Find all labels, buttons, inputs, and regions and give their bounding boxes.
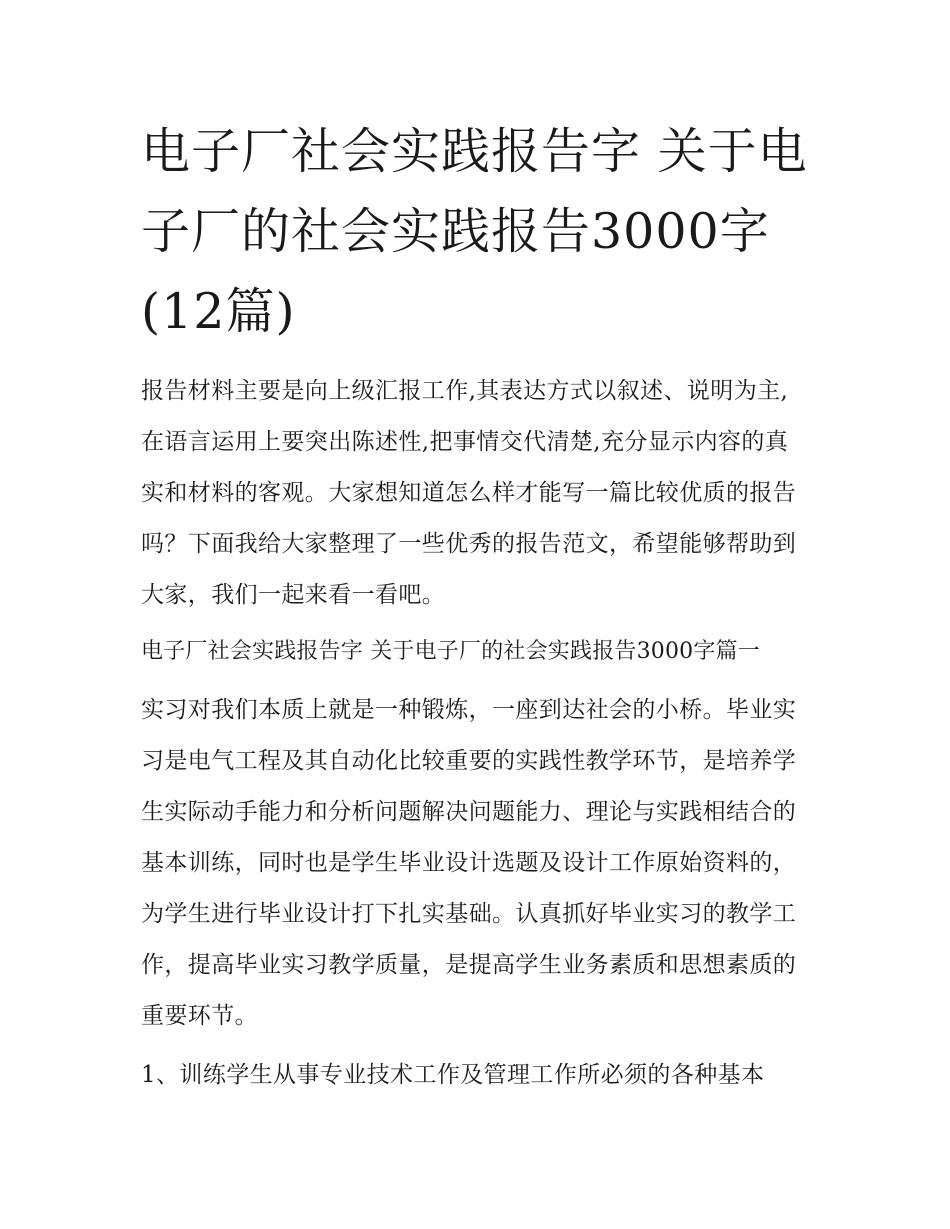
body-paragraph-2: 1、训练学生从事专业技术工作及管理工作所必须的各种基本 (141, 1062, 765, 1088)
document-page (141, 112, 811, 1101)
spacer (141, 1042, 811, 1050)
body-paragraph-1: 实习对我们本质上就是一种锻炼，一座到达社会的小桥。毕业实习是电气工程及其自动化比较重要的实践性教学环节，是培养学生实际动手能力和分析问题解决问题能力、理论与实践相结合的基本训练，同时也是学生毕业设计选题及设计工作原始资料的，为学生进行毕业设计打下扎实基础。认真抓好毕业实习的教学工作，提高毕业实习教学质量，是提高学生业务素质和思想素质的重要环节。 (141, 697, 797, 1029)
intro-paragraph: 报告材料主要是向上级汇报工作,其表达方式以叙述、说明为主,在语言运用上要突出陈述性,把事情交代清楚,充分显示内容的真实和材料的客观。大家想知道怎么样才能写一篇比较优质的报告吗？下面我给大家整理了一些优秀的报告范文，希望能够帮助到大家，我们一起来看一看吧。 (141, 378, 797, 608)
document-title: 电子厂社会实践报告字 关于电子厂的社会实践报告3000字(12篇) (141, 123, 808, 340)
spacer (141, 621, 811, 629)
section-heading: 电子厂社会实践报告字 关于电子厂的社会实践报告3000字篇一 (141, 639, 760, 664)
